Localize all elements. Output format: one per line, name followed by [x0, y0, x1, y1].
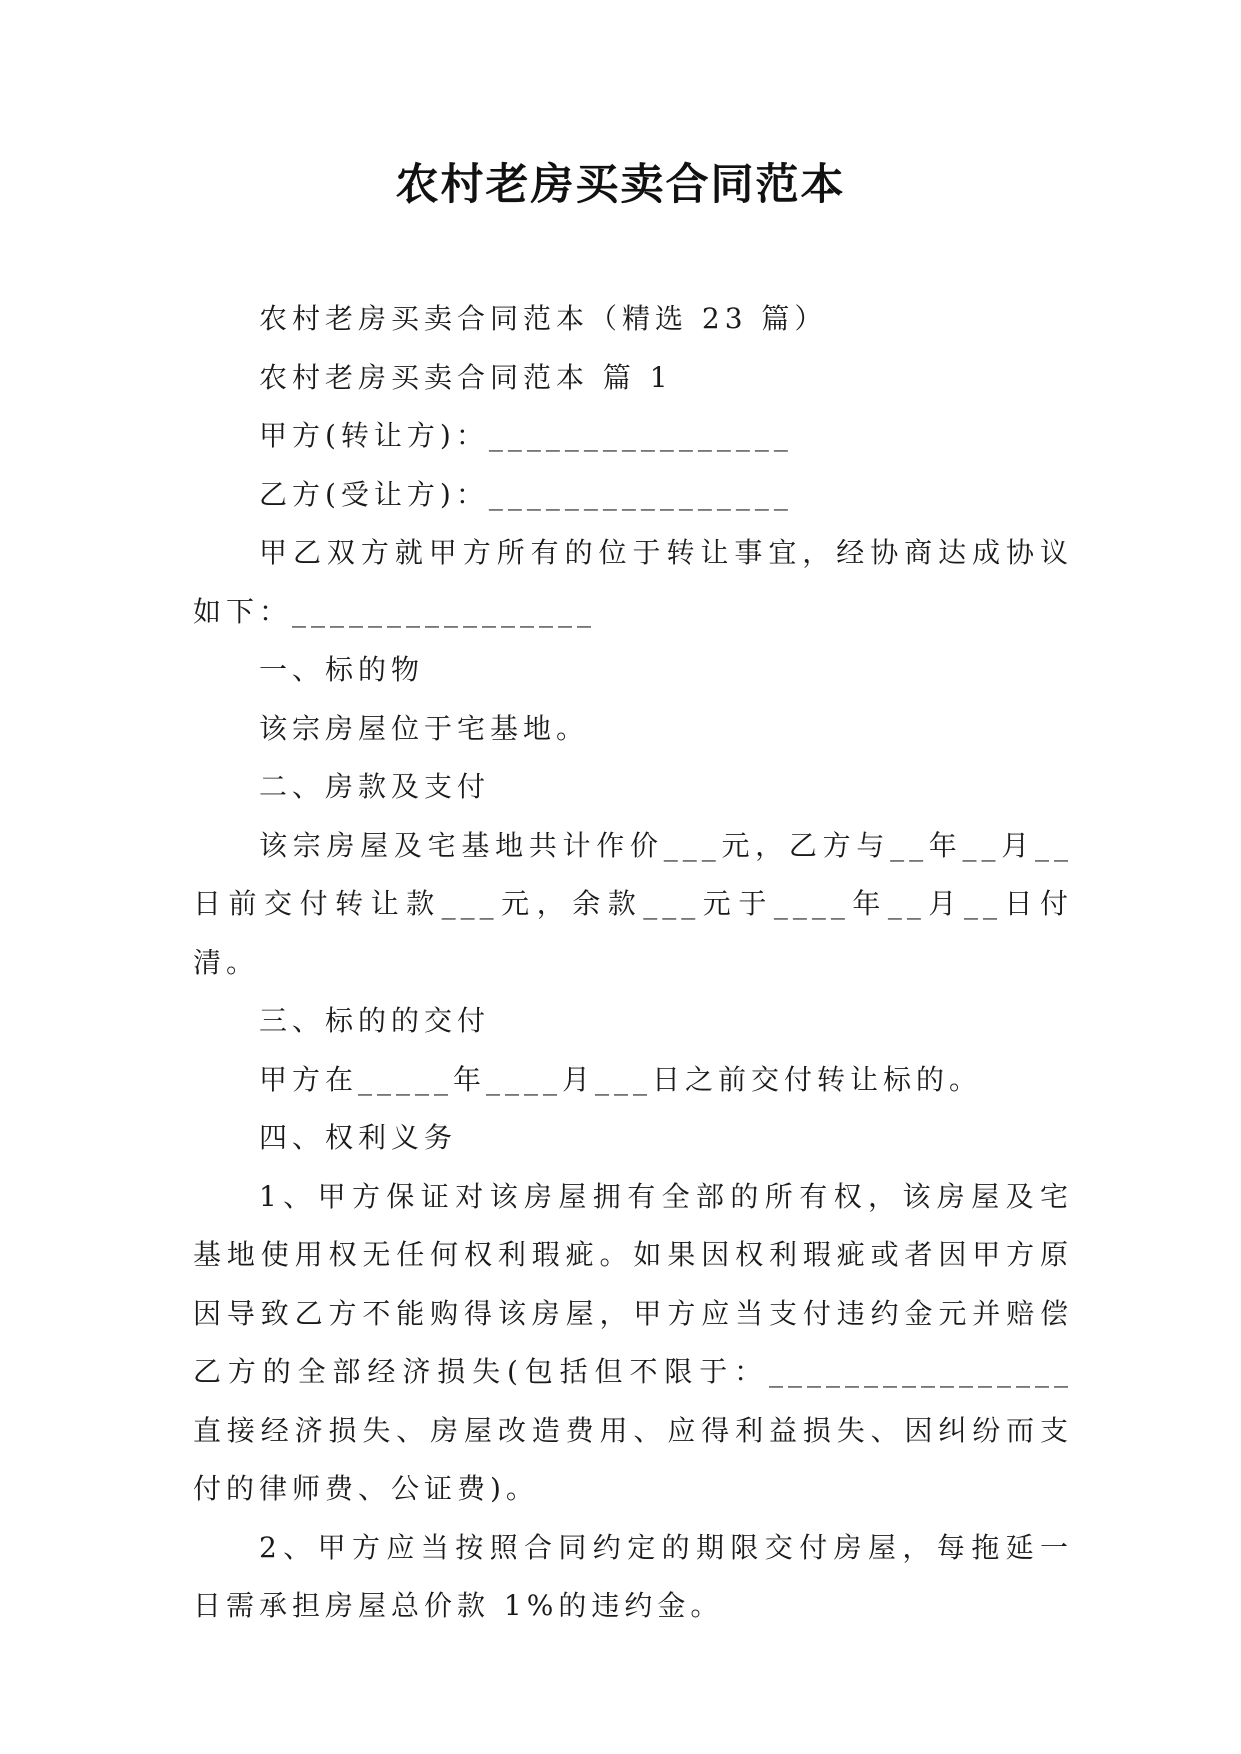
paragraph-agreement-intro: 甲乙双方就甲方所有的位于转让事宜，经协商达成协议如下：________________: [193, 536, 1073, 628]
paragraph-party-a: 甲方(转让方)：________________: [259, 419, 793, 452]
document-title: 农村老房买卖合同范本: [395, 160, 846, 210]
paragraph-payment-text: 该宗房屋及宅基地共计作价___元，乙方与__年__月__日前交付转让款___元，余款___元于____年__月__日付清。: [193, 828, 1073, 979]
paragraph-rights-2: 2、甲方应当按照合同约定的期限交付房屋，每拖延一日需承担房屋总价款 1%的违约金。: [193, 1530, 1073, 1622]
paragraph-heading-payment: 二、房款及支付: [259, 770, 491, 803]
paragraph-subject-text: 该宗房屋位于宅基地。: [259, 711, 590, 745]
paragraph-heading-subject: 一、标的物: [259, 653, 425, 686]
paragraph-party-b: 乙方(受让方)：________________: [259, 477, 793, 511]
paragraph-heading-delivery: 三、标的的交付: [259, 1004, 491, 1037]
paragraph-subtitle: 农村老房买卖合同范本（精选 23 篇）: [259, 302, 828, 335]
paragraph-rights-1: 1、甲方保证对该房屋拥有全部的所有权，该房屋及宅基地使用权无任何权利瑕疵。如果因权利瑕疵或者因甲方原因导致乙方不能购得该房屋，甲方应当支付违约金元并赔偿乙方的全部经济损失(包括但不限于：________________直接经济损失、房屋改造费用、应得利益损失、因纠纷而支付的律师费、公证费)。: [193, 1179, 1073, 1505]
paragraph-heading-rights: 四、权利义务: [259, 1121, 458, 1154]
document-body: [193, 290, 1073, 1636]
paragraph-delivery-text: 甲方在_____年____月___日之前交付转让标的。: [259, 1062, 983, 1096]
paragraph-section-heading: 农村老房买卖合同范本 篇 1: [259, 360, 673, 394]
